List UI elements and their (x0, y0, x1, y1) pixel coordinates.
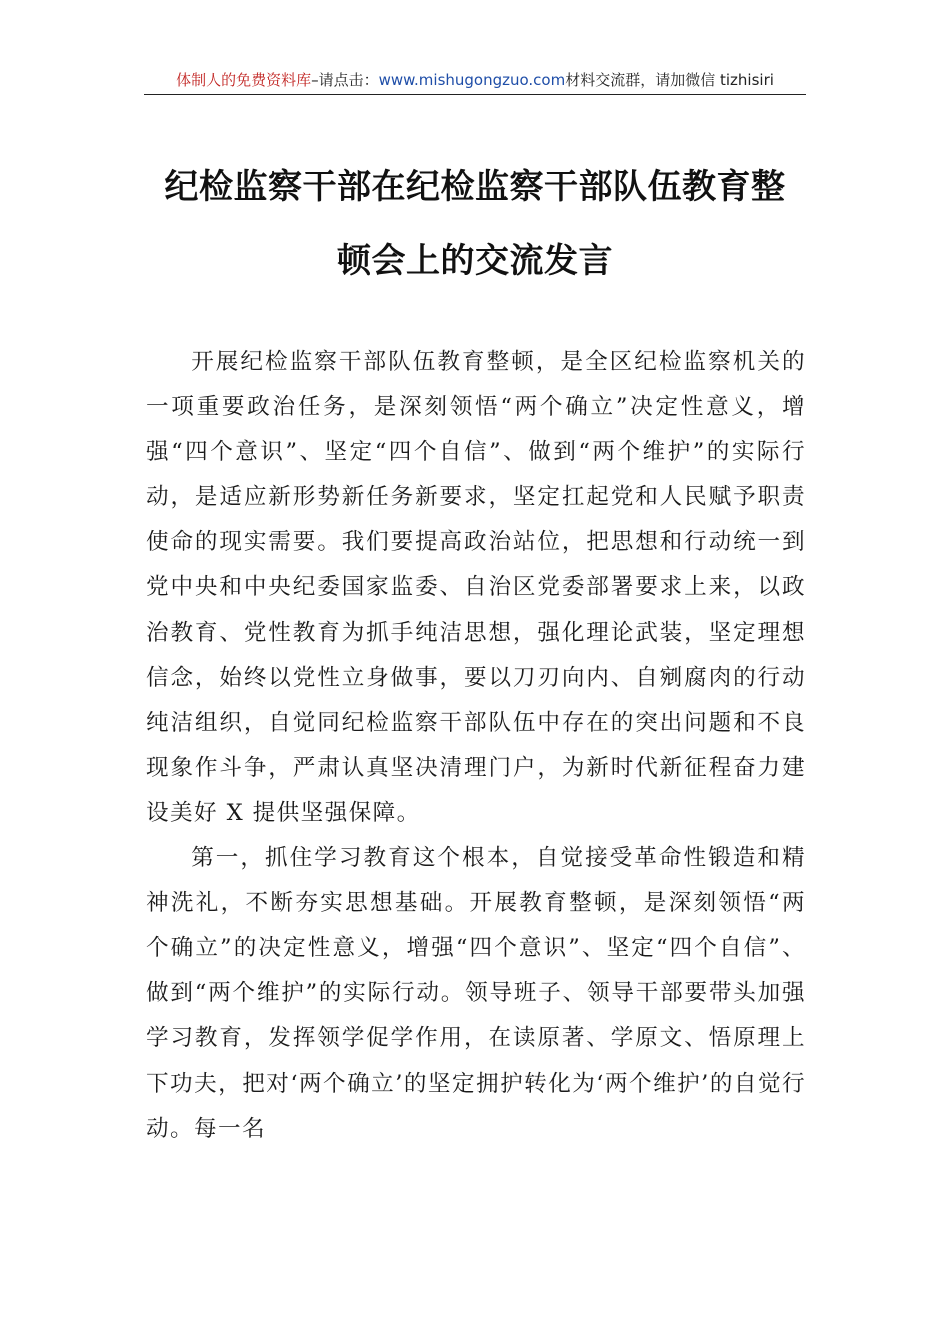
document-title (120, 150, 830, 298)
header-brand: 体制人的免费资料库 (176, 71, 312, 89)
header-url-link[interactable]: www.mishugongzuo.com (378, 71, 566, 89)
document-body (146, 340, 806, 1152)
page-header (144, 68, 806, 95)
header-contact: 材料交流群，请加微信 tizhisiri (565, 71, 774, 89)
body-paragraph-1: 开展纪检监察干部队伍教育整顿，是全区纪检监察机关的一项重要政治任务，是深刻领悟“两个确立”决定性意义，增强“四个意识”、坚定“四个自信”、做到“两个维护”的实际行动，是适应新形势新任务新要求，坚定扛起党和人民赋予职责使命的现实需要。我们要提高政治站位，把思想和行动统一到党中央和中央纪委国家监委、自治区党委部署要求上来，以政治教育、党性教育为抓手纯洁思想，强化理论武装，坚定理想信念，始终以党性立身做事，要以刀刃向内、自剜腐肉的行动纯洁组织，自觉同纪检监察干部队伍中存在的突出问题和不良现象作斗争，严肃认真坚决清理门户，为新时代新征程奋力建设美好 X 提供坚强保障。 (146, 349, 806, 826)
body-paragraph-2: 第一，抓住学习教育这个根本，自觉接受革命性锻造和精神洗礼，不断夯实思想基础。开展教育整顿，是深刻领悟“两个确立”的决定性意义，增强“四个意识”、坚定“四个自信”、做到“两个维护”的实际行动。领导班子、领导干部要带头加强学习教育，发挥领学促学作用，在读原著、学原文、悟原理上下功夫，把对‘两个确立’的坚定拥护转化为‘两个维护’的自觉行动。每一名 (146, 845, 806, 1142)
header-separator: –请点击： (311, 71, 379, 89)
title-line-2: 顿会上的交流发言 (337, 241, 613, 281)
title-line-1: 纪检监察干部在纪检监察干部队伍教育整 (164, 167, 786, 207)
